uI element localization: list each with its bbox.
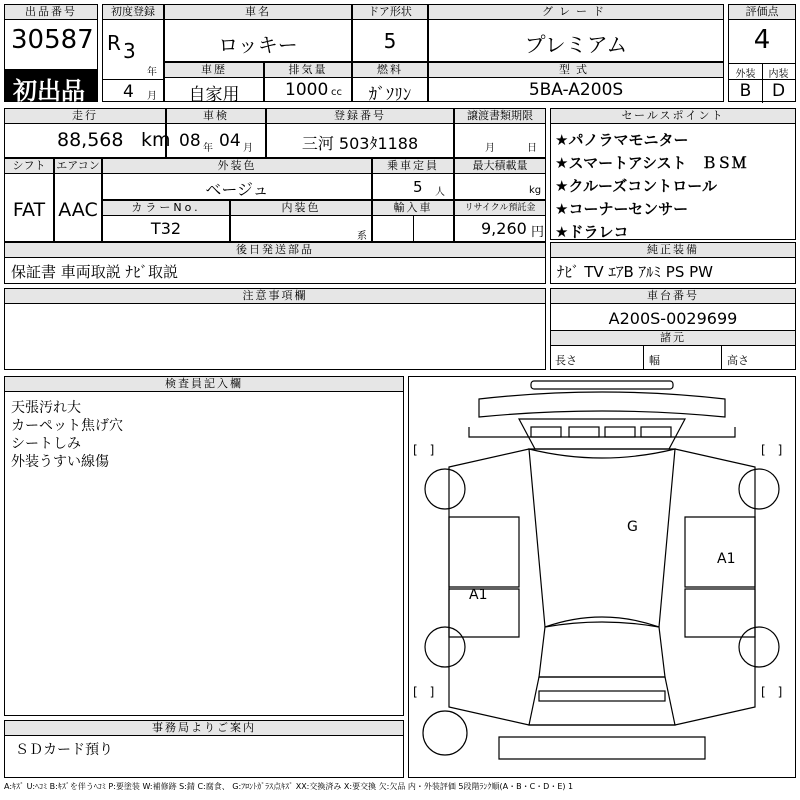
import-label: 輸入車	[373, 201, 453, 216]
inspector-line: シートしみ	[11, 436, 81, 452]
fuel-box	[352, 62, 428, 105]
first-reg-year: 3	[123, 39, 136, 63]
color-no-box	[102, 200, 230, 242]
mileage-label: 走行	[5, 109, 165, 124]
first-reg-era: R	[107, 31, 121, 55]
transfer-label: 譲渡書類期限	[455, 109, 545, 124]
recycle-box	[454, 200, 546, 242]
dims-length-label: 長さ	[555, 354, 577, 367]
sales-points-label: セールスポイント	[551, 109, 795, 124]
damage-mark-g: G	[627, 519, 638, 535]
sales-point-item: ★パノラマモニター	[555, 131, 689, 149]
inspection-month-unit: 月	[243, 143, 253, 154]
recycle-value: 9,260	[481, 219, 527, 238]
lot-box	[4, 4, 98, 105]
first-listing-badge-text: 初出品	[13, 77, 85, 105]
later-parts-box	[4, 242, 546, 284]
int-score-label: 内装	[768, 69, 789, 80]
first-reg-month: 4	[123, 82, 134, 102]
capacity-label: 乗車定員	[373, 159, 453, 174]
transfer-month-unit: 月	[485, 143, 495, 154]
first-reg-year-unit: 年	[147, 67, 157, 78]
inspection-label: 車検	[167, 109, 265, 124]
legend-text: A:ｷｽﾞ U:ﾍｺﾐ B:ｷｽﾞを伴うﾍｺﾐ P:要塗装 W:補修跡 S:錆 C:腐食、 G:ﾌﾛﾝﾄｶﾞﾗｽ点ｷｽﾞ XX:交換済み X:要交換 欠:欠品 内・外装評価 5段階ﾗﾝｸ順(A・B・C・D・E) 1	[4, 782, 574, 791]
car-name-value: ロッキー	[218, 33, 298, 57]
equipment-value: ﾅﾋﾞ TV ｴｱB ｱﾙﾐ PS PW	[557, 263, 713, 281]
model-value: 5BA-A200S	[528, 80, 624, 100]
inspection-month: 04	[219, 131, 241, 151]
max-load-unit: kg	[529, 185, 542, 196]
first-reg-box	[102, 4, 164, 102]
mileage-value: 88,568	[57, 129, 124, 151]
max-load-label: 最大積載量	[455, 159, 545, 174]
inspector-box	[4, 376, 404, 716]
history-value: 自家用	[188, 85, 240, 105]
notes-box	[4, 288, 546, 370]
ext-color-box	[102, 158, 372, 200]
recycle-unit: 円	[531, 225, 545, 240]
aircon-value: AAC	[58, 199, 98, 221]
inspector-line: カーペット焦げ穴	[11, 418, 123, 434]
bracket-right-bottom: [ ]	[761, 685, 783, 699]
transfer-box	[454, 108, 546, 158]
ext-color-value: ベージュ	[205, 180, 269, 199]
model-label: 型式	[429, 63, 723, 78]
doors-label: ドア形状	[353, 5, 427, 20]
aircon-box	[54, 158, 102, 242]
chassis-label: 車台番号	[551, 289, 795, 304]
sales-points-box	[550, 108, 796, 240]
car-name-label: 車名	[165, 5, 351, 20]
mileage-box	[4, 108, 171, 158]
sales-point-item: ★コーナーセンサー	[555, 200, 689, 218]
ext-score-value: B	[739, 81, 752, 101]
inspection-box	[166, 108, 266, 158]
inspector-line: 外装うすい線傷	[11, 454, 109, 470]
capacity-value: 5	[413, 178, 423, 196]
lot-label: 出品番号	[5, 5, 97, 20]
equipment-label: 純正装備	[551, 243, 795, 258]
int-color-label: 内装色	[231, 201, 371, 216]
notes-label: 注意事項欄	[5, 289, 545, 304]
shift-label: シフト	[5, 159, 53, 174]
history-label: 車歴	[165, 63, 263, 78]
dims-height-label: 高さ	[727, 354, 749, 367]
sales-point-item: ★スマートアシスト ＢＳＭ	[555, 154, 747, 172]
grade-label: グレード	[429, 5, 723, 20]
fuel-value: ｶﾞｿﾘﾝ	[368, 85, 412, 105]
sales-point-item: ★ドラレコ	[555, 223, 629, 241]
dims-label: 諸元	[551, 330, 795, 346]
recycle-label: リサイクル預託金	[455, 201, 545, 216]
chassis-box	[550, 288, 796, 370]
damage-mark-a1-left: A1	[469, 587, 488, 603]
capacity-unit: 人	[435, 187, 445, 198]
color-no-label: カラーNo.	[103, 201, 229, 216]
history-box	[164, 62, 264, 105]
doors-box	[352, 4, 428, 62]
registration-value: 三河 503ﾀ1188	[301, 134, 419, 153]
inspector-label: 検査員記入欄	[5, 377, 403, 392]
office-box	[4, 720, 404, 778]
int-score-value: D	[771, 81, 786, 101]
shift-value: FAT	[12, 199, 46, 221]
inspector-line: 天張汚れ大	[11, 400, 81, 416]
shift-box	[4, 158, 54, 242]
aircon-label: エアコン	[56, 159, 100, 172]
registration-box	[266, 108, 454, 158]
displacement-unit: cc	[331, 87, 342, 98]
dims-width-label: 幅	[649, 354, 660, 367]
first-reg-label: 初度登録	[103, 5, 163, 20]
model-box	[428, 62, 724, 102]
fuel-label: 燃料	[353, 63, 427, 78]
mileage-unit: km	[141, 129, 171, 151]
displacement-label: 排気量	[265, 63, 351, 78]
office-label: 事務局よりご案内	[5, 721, 403, 736]
displacement-box	[264, 62, 352, 102]
int-color-box	[230, 200, 372, 242]
int-color-unit: 系	[357, 231, 367, 242]
bracket-left-bottom: [ ]	[413, 685, 435, 699]
grade-value: プレミアム	[524, 33, 628, 57]
score-label: 評価点	[729, 5, 795, 20]
damage-diagram	[408, 376, 796, 778]
score-box	[728, 4, 796, 102]
equipment-box	[550, 242, 796, 284]
car-outline	[409, 377, 795, 777]
score-value: 4	[753, 25, 771, 55]
first-reg-month-unit: 月	[147, 91, 157, 102]
max-load-box	[454, 158, 546, 200]
transfer-day-unit: 日	[527, 143, 537, 154]
ext-color-label: 外装色	[103, 159, 371, 174]
chassis-value: A200S-0029699	[608, 309, 738, 328]
import-box	[372, 200, 454, 242]
doors-value: 5	[383, 29, 397, 53]
later-parts-value: 保証書 車両取説 ﾅﾋﾞ取説	[11, 263, 179, 281]
office-value: ＳＤカード預り	[15, 742, 113, 758]
sales-point-item: ★クルーズコントロール	[555, 177, 717, 195]
bracket-left-top: [ ]	[413, 443, 435, 457]
car-name-box	[164, 4, 352, 62]
capacity-box	[372, 158, 454, 200]
inspection-year: 08	[179, 131, 201, 151]
inspection-year-unit: 年	[203, 143, 213, 154]
lot-number: 30587	[11, 25, 94, 55]
ext-score-label: 外装	[735, 69, 756, 80]
registration-label: 登録番号	[267, 109, 453, 124]
grade-box	[428, 4, 724, 62]
color-no-value: T32	[150, 219, 182, 238]
displacement-value: 1000	[285, 80, 329, 100]
damage-mark-a1-right: A1	[717, 551, 736, 567]
bracket-right-top: [ ]	[761, 443, 783, 457]
later-parts-label: 後日発送部品	[5, 243, 545, 258]
